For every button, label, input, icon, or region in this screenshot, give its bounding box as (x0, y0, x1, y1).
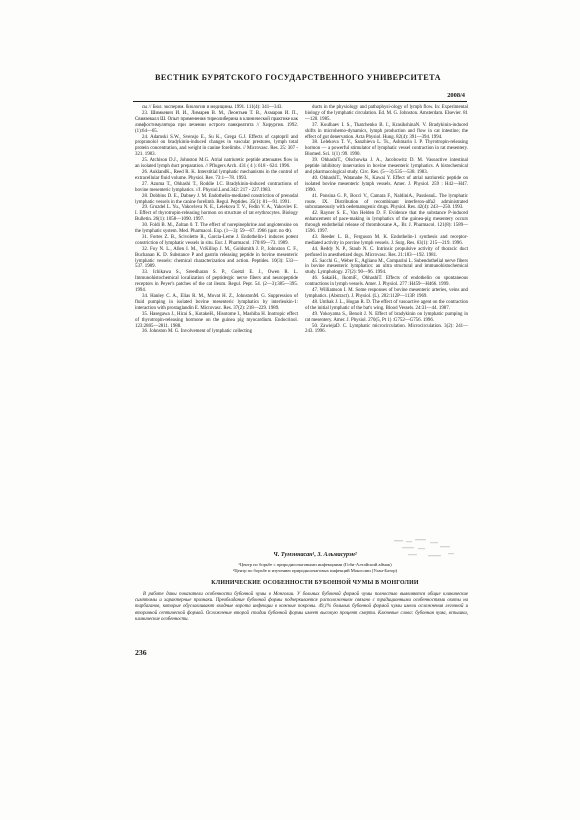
reference-item: 50. ZawiejaD. C. Lymphatic microcirculation. Microcirculation. 3(2): 241—243. 1996. (305, 323, 468, 335)
references-left-column (135, 105, 298, 335)
reference-item: 32. Foy N. L., Allen I. M., VcKillop J. M., Goldsmith J. P., Johnston C. F., Buchanan K. D. Substance P and gastrin releasing peptide in bovine mesenteric lymphatic vessels: chemical characterization and action. Peptides. 10(3): 533—537. 1989. (135, 246, 298, 270)
reference-item: 33. Ichikawa S., Sreedharan S. P., Goetzl E. J., Owen R. L. Immunohistochemical localization of peptidergic nerve fibers and neuropeptide receptors in Peyer's patches of the cat ileum. Regul. Pept. 54. (2—3):385—395. 1994. (135, 270, 298, 294)
reference-item: 41. Ponsina G. P., Bocci V., Camara F., NaldiniA., PassleauL. The lymphatic route. IX. Distribution of recombinant interferon-alfa2 administrated subcutaneously with oedematogenic drugs. Physiol. Res. 42(4): 243—250. 1993. (305, 193, 468, 211)
page-number: 236 (135, 648, 147, 657)
reference-item: 29. Gruzdel L. Yu., Vakovleva N. E., Lelekova T. V., Fedin V. A., Yakovlev E. I. Effect of thyrotropin-releasing hormon on structure of rat erythrocytes. Biology Bulletin. 26(1): 1058—1090. 1997. (135, 205, 298, 223)
reference-item: 38. Lelekova T. V., Sanzhieva L. Ts., Ashmarin I. P. Thyrotropin-releasing hormon — a powerful stimulator of lymphatic vessel contraction in rat mesentery. Biomed. Sci. 1(1) :99. 1990. (305, 140, 468, 158)
header-rule (133, 101, 467, 102)
reference-item: 35. Hasegawa J., Hirai S., KotakeH., Hisotome I., Mashiba H. Inotropic effect of thyrotropin-releasing hormone on the guinea pig myocardium. Endocrinol. 123:2805—2811. 1988. (135, 311, 298, 329)
reference-item: 45. Sacchi G., Weber E., Agliano M., Comparini L. Subendothelial nerve fibers in bovine mesenteric lymphatics: an ultra structural and immunohistochemical study. Lymphology. 27(2): 90—96. 1994. (305, 258, 468, 276)
reference-item: 43. Reeder L. B., Ferguson M. K. Endothelin-1 synthesis and receptor-mediated activity in porcine lymph vessels. J. Surg. Res. 63(1): 215—219. 1996. (305, 234, 468, 246)
reference-item: 31. Fortes Z. B., Scivoletto R., Garcia-Leme J. Endothelin-1 induces potent constriction of lymphatic vessels in situ. Eur. J. Pharmacol. 170:69—73. 1989. (135, 234, 298, 246)
reference-item: 24. Adamski S.W., Svensjo E., Su K., Grega G.J. Effects of captopril and propranolol on bradykinin-induced changes in vascular prestures, lymph total protein concentration, and weight in canine forelimbs. // Microvasc. Res. 25: 307 - 321. 1983. (135, 134, 298, 158)
author-affiliation: ²Центр по борьбе и изучению природноочаговых инфекций Монголии (Улан-Батор) (232, 568, 398, 573)
article-title: КЛИНИЧЕСКИЕ ОСОБЕННОСТИ БУБОННОЙ ЧУМЫ В МОНГОЛИИ (211, 580, 419, 586)
reference-item: 37. Koulhaev I. S., Tkatchenko B. I., KrasikshinaN. V. Bradykinin-induced shifts in microhemo-dynamics, lymph production and flow in cat intestine; the effect of gut denervation. Acta Physiol. Hung. 82(4): 391—394. 1994. (305, 122, 468, 140)
bleed-through-noise (388, 536, 468, 562)
reference-item: 30. Foldi B. M., Zoltan 0. T. The effect of norepinephrine and angiotensine on the lymphatic system. Med. Pharmacol. Exp. (1—3): 59—67. 1966 (цит. по Ф). (135, 223, 298, 235)
reference-item: 47. Williamson I. M. Some responses of bovine mesenteric arteries, veins and lymphatics. (Abstract). J. Physiol. (L). 202:112P—113P. 1969. (305, 288, 468, 299)
reference-item: 28. Dobbins D. E., Dabney J. M. Endothelin-mediated constriction of prenodal lymphatic vessels in the canine forelimb. Regul. Peptides. 35(1): 81—91. 1991. (135, 193, 298, 205)
reference-item: 39. OhhashiT., Olschowka J. A., Jacobowitz D. M. Vasoactive intestinal peptide inhibitory innervation in bovine mesenteric lymphatics. A histochemical and pharmacological study. Circ. Res. (5—3):535—538. 1983. (305, 158, 468, 175)
reference-item: ducts in the physiology and pathophysi-ology of lymph flow. In: Experimental biology of the lymphatic circulation. Ed. M. G. Johnston. Amsterdam. Elsevier. 81—120. 1985. (305, 105, 468, 122)
reference-item: 48. Unthak J. L., Hogan R. D. The effect of vasoactive agent on the contraction of the initial lymphatic of the bat's wing. Blood Vessels. 24:31—44. 1987. (305, 299, 468, 311)
reference-item: сы // Бюл. эксперим. биологии и медицины. 1991. 111(4): 341—343. (142, 105, 283, 110)
reference-item: 34. Hanley C. A., Elias R. M., Movat H. Z., JohnstonM. G. Suppression of fluid pumping in isolated bovine mesenteric lymphatics by interleukin-1: interaction with prostaglandin E. Microvasc. Res. 37(2): 218—229. 1989. (135, 294, 298, 311)
references-right-column (305, 105, 468, 335)
reference-item: 44. Reddy N. P., Staub N. C. Intrinsic propulsive activity of thoracic duct perfused in anesthetized dogs. Microvasc. Res. 21:183—192. 1981. (305, 246, 468, 258)
reference-item: 25. Atchison D.J., Johnston M.G. Atrial natriuretic peptide attenuates flow in an isolated lymph duct preparation. // Pflugers Arch. 431 ( 4 ): 618 - 624. 1996. (135, 158, 298, 170)
reference-item: 40. OhhashiT., Watanabe N., Kawai Y. Effect of atrial natriuretic peptide on isolated bovine mesenteric lymph vessels. Amer. J. Physiol. 259 : H42—H47. 1990. (305, 175, 468, 193)
issue-number: 2008/4 (447, 92, 465, 99)
article-authors: Ч. Тумэннасан¹, З. Альмасурэн² (273, 552, 357, 558)
reference-item: 46. SakaiH., IkomiF., OhhashiT. Effects of endothelin on spontaneous contractions in lymph vessels. Amer. J. Physiol. 277 :H459—H466. 1999. (305, 276, 468, 288)
reference-item: 36. Johnston M. G. Involvement of lymphatic collecting (142, 329, 253, 335)
author-affiliation: ¹Центр по борьбе с природноочаговыми инфекциями (Гоби-Алтайский аймак) (238, 562, 392, 567)
reference-item: 26. AuklandK., Reed R. K. Interstitial lymphatic mechanisms in the control of extracellular fluid volume. Physiol. Rev. 73:1—78. 1993. (135, 169, 298, 181)
reference-item: 49. Yokoyama S., Benoit J. N. Effect of bradykinin on lymphatic pumping in rat mesentery. Amer. J. Physiol. 270(5, Pt 1) :G752—G756. 1996. (305, 311, 468, 323)
reference-item: 23. Шимкевич И. И., Лимарев В. М., Леонтьев Т. В., Ахмаров И. П., Свиязевалл Ш. Опыт применения тиреолиберина в клинической практике как лимфостимулятора при лечении острого панкреатита // Хирургия. 1992. (1):64—65. (135, 110, 298, 134)
journal-title: ВЕСТНИК БУРЯТСКОГО ГОСУДАРСТВЕННОГО УНИВЕРСИТЕТА (154, 73, 441, 82)
reference-item: 42. Rayner S. E., Van Helden D. F. Evidence that the substance P-induced enhancement of pace-making in lymphatics of the guinea-pig mesentery occurs through endothelial release of thromboxane A₂. Br. J. Pharmacol. 121(8): 1589—1596. 1997. (305, 211, 468, 235)
reference-item: 27. Azuma T., Ohhashi T., Roddie I.C. Bradykinin-induced contractions of bovine mesenteric lymphatics. //J. Physiol.Lond.342: 217 - 227.1983. (135, 181, 298, 193)
article-abstract: В работе даны показатели особенности бубонной чумы в Монголии. У больных бубонной формой чумы полностью выявляются общие клинические симптомы и характерные признаки. Преобладание бубонной формы подчеркивается расположением связано с традиционными особенностями охоты на тарбаганов, которые обуславливают входные ворота инфекции в кожные покровы. 49,1% больных бубонной формой чумы имели осложнения легочной и вторичной септической формой. Осложнение второй стадии бубонной формы имеет высокую процент смерти. Ключевые слова: бубонная чума, вспышки, клинические особенности. (135, 592, 468, 622)
